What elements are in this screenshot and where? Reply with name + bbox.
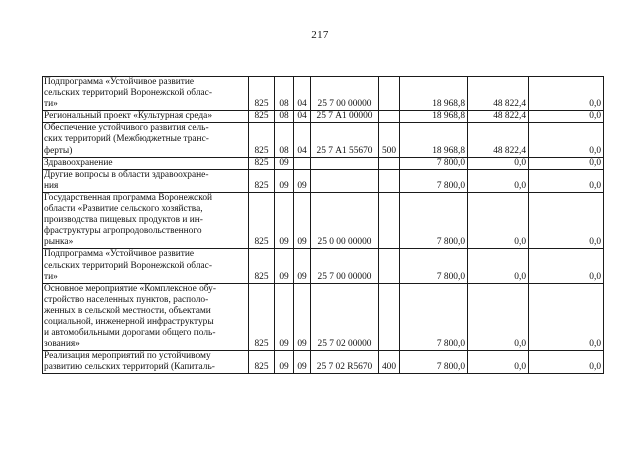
cell-target-article: 25 7 А1 55670 — [311, 123, 379, 157]
cell-name-line: Обеспечение устойчивого развития сель- — [44, 123, 209, 134]
table-row — [43, 77, 604, 111]
cell-expense-type — [379, 157, 400, 169]
page-number: 217 — [311, 29, 329, 41]
cell-subsection: 09 — [294, 169, 311, 192]
cell-name — [43, 77, 249, 111]
cell-year-2: 48 822,4 — [468, 123, 529, 157]
cell-subsection: 09 — [294, 249, 311, 283]
cell-name-line: ния — [44, 180, 59, 191]
cell-section: 09 — [275, 351, 294, 374]
table-row — [43, 192, 604, 248]
cell-year-3: 0,0 — [529, 283, 604, 351]
cell-name-line: ти» — [44, 271, 58, 282]
cell-year-3: 0,0 — [529, 123, 604, 157]
cell-target-article — [311, 157, 379, 169]
budget-table — [42, 76, 604, 374]
cell-name-line: зования» — [44, 339, 80, 350]
cell-name-line: ти» — [44, 99, 58, 110]
cell-name — [43, 111, 249, 123]
cell-section: 09 — [275, 192, 294, 248]
cell-section: 09 — [275, 249, 294, 283]
cell-name — [43, 123, 249, 157]
cell-year-1: 18 968,8 — [400, 111, 468, 123]
table-row — [43, 123, 604, 157]
cell-grbs: 825 — [249, 283, 275, 351]
cell-grbs: 825 — [249, 157, 275, 169]
cell-subsection: 09 — [294, 283, 311, 351]
cell-year-1: 7 800,0 — [400, 351, 468, 374]
cell-subsection — [294, 157, 311, 169]
cell-year-2: 0,0 — [468, 249, 529, 283]
table-row — [43, 169, 604, 192]
cell-name-line: Региональный проект «Культурная среда» — [44, 111, 213, 122]
cell-year-1: 18 968,8 — [400, 77, 468, 111]
cell-name — [43, 157, 249, 169]
cell-grbs: 825 — [249, 351, 275, 374]
cell-name-line: сельских территорий Воронежской облас- — [44, 260, 212, 271]
cell-name-line: фраструктуры агропродовольственного — [44, 226, 202, 237]
cell-target-article: 25 7 02 R5670 — [311, 351, 379, 374]
cell-expense-type — [379, 249, 400, 283]
table-row — [43, 157, 604, 169]
cell-name-line: женных в сельской местности, объектами — [44, 305, 211, 316]
cell-section: 09 — [275, 157, 294, 169]
cell-name-line: Реализация мероприятий по устойчивому — [44, 351, 211, 362]
cell-name — [43, 169, 249, 192]
cell-year-2: 48 822,4 — [468, 77, 529, 111]
cell-year-2: 0,0 — [468, 283, 529, 351]
cell-subsection: 09 — [294, 192, 311, 248]
cell-name-line: ферты) — [44, 145, 73, 156]
cell-year-2: 0,0 — [468, 192, 529, 248]
cell-year-1: 7 800,0 — [400, 169, 468, 192]
cell-year-1: 7 800,0 — [400, 157, 468, 169]
cell-target-article: 25 7 00 00000 — [311, 249, 379, 283]
cell-year-1: 7 800,0 — [400, 249, 468, 283]
cell-name-line: Подпрограмма «Устойчивое развитие — [44, 77, 195, 87]
cell-grbs: 825 — [249, 192, 275, 248]
table-row — [43, 351, 604, 374]
cell-name-line: ских территорий (Межбюджетные транс- — [44, 134, 209, 145]
cell-subsection: 04 — [294, 77, 311, 111]
cell-name — [43, 249, 249, 283]
table-row — [43, 111, 604, 123]
cell-subsection: 04 — [294, 123, 311, 157]
cell-target-article: 25 0 00 00000 — [311, 192, 379, 248]
cell-grbs: 825 — [249, 123, 275, 157]
cell-expense-type — [379, 283, 400, 351]
cell-section: 08 — [275, 123, 294, 157]
cell-year-3: 0,0 — [529, 249, 604, 283]
cell-name — [43, 351, 249, 374]
cell-year-1: 7 800,0 — [400, 192, 468, 248]
cell-name-line: развитию сельских территорий (Капиталь- — [44, 362, 215, 373]
cell-year-3: 0,0 — [529, 157, 604, 169]
cell-section: 09 — [275, 283, 294, 351]
cell-year-2: 48 822,4 — [468, 111, 529, 123]
cell-expense-type — [379, 77, 400, 111]
cell-year-2: 0,0 — [468, 351, 529, 374]
cell-target-article — [311, 169, 379, 192]
cell-name-line: Подпрограмма «Устойчивое развитие — [44, 249, 195, 260]
cell-year-3: 0,0 — [529, 351, 604, 374]
cell-year-3: 0,0 — [529, 77, 604, 111]
cell-year-2: 0,0 — [468, 169, 529, 192]
cell-expense-type: 500 — [379, 123, 400, 157]
cell-name-line: и автомобильными дорогами общего поль- — [44, 328, 216, 339]
cell-target-article: 25 7 02 00000 — [311, 283, 379, 351]
cell-name-line: области «Развитие сельского хозяйства, — [44, 204, 203, 215]
cell-section: 08 — [275, 111, 294, 123]
cell-name-line: производства пищевых продуктов и ин- — [44, 215, 203, 226]
cell-subsection: 04 — [294, 111, 311, 123]
cell-grbs: 825 — [249, 249, 275, 283]
cell-expense-type: 400 — [379, 351, 400, 374]
cell-expense-type — [379, 169, 400, 192]
cell-year-3: 0,0 — [529, 192, 604, 248]
cell-grbs: 825 — [249, 77, 275, 111]
table-row — [43, 249, 604, 283]
cell-target-article: 25 7 00 00000 — [311, 77, 379, 111]
cell-section: 09 — [275, 169, 294, 192]
cell-grbs: 825 — [249, 169, 275, 192]
cell-name-line: Другие вопросы в области здравоохране- — [44, 169, 209, 180]
cell-section: 08 — [275, 77, 294, 111]
cell-year-2: 0,0 — [468, 157, 529, 169]
cell-name-line: рынка» — [44, 237, 74, 248]
cell-expense-type — [379, 192, 400, 248]
cell-name-line: социальной, инженерной инфраструктуры — [44, 316, 214, 327]
cell-target-article: 25 7 А1 00000 — [311, 111, 379, 123]
cell-name-line: Основное мероприятие «Комплексное обу- — [44, 283, 216, 294]
cell-year-3: 0,0 — [529, 111, 604, 123]
cell-name-line: стройство населенных пунктов, располо- — [44, 294, 209, 305]
cell-year-1: 7 800,0 — [400, 283, 468, 351]
cell-name — [43, 283, 249, 351]
table-body — [43, 77, 604, 374]
cell-year-1: 18 968,8 — [400, 123, 468, 157]
table-row — [43, 283, 604, 351]
cell-name — [43, 192, 249, 248]
cell-name-line: Государственная программа Воронежской — [44, 192, 213, 203]
cell-subsection: 09 — [294, 351, 311, 374]
cell-year-3: 0,0 — [529, 169, 604, 192]
cell-name-line: сельских территорий Воронежской облас- — [44, 88, 212, 99]
cell-name-line: Здравоохранение — [44, 157, 113, 168]
cell-grbs: 825 — [249, 111, 275, 123]
cell-expense-type — [379, 111, 400, 123]
